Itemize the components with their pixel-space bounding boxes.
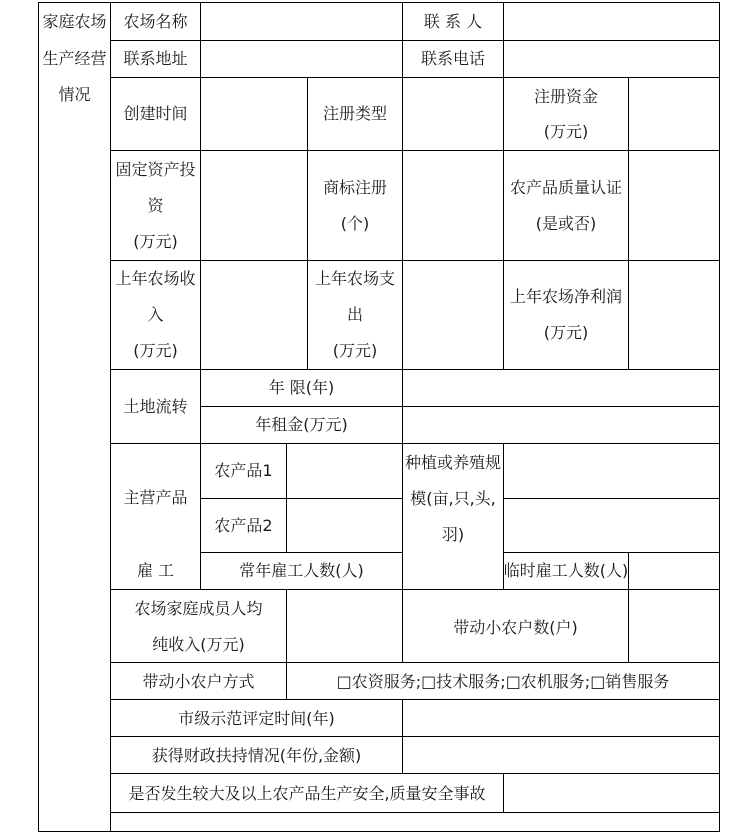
- founded-field[interactable]: [200, 77, 308, 151]
- income-label-line-1: 上年农场收: [115, 269, 196, 288]
- land-transfer-label: 土地流转: [123, 397, 188, 416]
- address-field[interactable]: [200, 40, 403, 78]
- section-column: [38, 2, 111, 832]
- profit-label-line-2: (万元): [543, 323, 589, 342]
- trademark-label-line-2: (个): [340, 214, 370, 233]
- term-field[interactable]: [402, 369, 720, 407]
- farm-name-field[interactable]: [200, 2, 403, 41]
- address-label: 联系地址: [123, 49, 188, 68]
- product1-label: 农产品1: [214, 461, 273, 480]
- main-products-label: 主营产品: [123, 488, 188, 507]
- trademark-field[interactable]: [402, 150, 504, 261]
- fixed-asset-label-line-3: (万元): [133, 232, 178, 251]
- drive-method-label: 带动小农户方式: [142, 672, 255, 691]
- reg-type-field[interactable]: [402, 77, 504, 151]
- quality-cert-label-cell: [503, 150, 629, 261]
- longterm-workers-label: 常年雇工人数(人): [239, 561, 364, 580]
- temp-workers-label: 临时雇工人数(人): [503, 561, 629, 580]
- reg-capital-label-line-2: (万元): [543, 122, 589, 141]
- term-label: 年 限(年): [268, 378, 335, 397]
- reg-capital-field[interactable]: [628, 77, 720, 151]
- section-label-line-1: 家庭农场: [42, 12, 107, 31]
- founded-label: 创建时间: [123, 104, 188, 123]
- drive-options[interactable]: □农资服务;□技术服务;□农机服务;□销售服务: [336, 672, 670, 691]
- contact-person-field[interactable]: [503, 2, 720, 41]
- demo-eval-field[interactable]: [402, 699, 720, 737]
- reg-capital-label-line-1: 注册资金: [533, 87, 598, 106]
- employees-label: 雇 工: [136, 561, 175, 580]
- trademark-label-cell: [307, 150, 403, 261]
- farm-name-label: 农场名称: [123, 12, 188, 31]
- quality-cert-field[interactable]: [628, 150, 720, 261]
- fixed-asset-label-line-2: 资: [147, 196, 164, 215]
- demo-eval-label: 市级示范评定时间(年): [178, 709, 335, 728]
- product1-field[interactable]: [286, 443, 403, 499]
- scale-field-2[interactable]: [503, 498, 720, 553]
- phone-label: 联系电话: [420, 49, 485, 68]
- section-label-line-2: 生产经营: [42, 49, 107, 68]
- product2-label: 农产品2: [214, 516, 273, 535]
- expense-field[interactable]: [402, 260, 504, 370]
- fiscal-support-label: 获得财政扶持情况(年份,金额): [151, 746, 362, 765]
- scale-label-line-3: 羽): [441, 525, 465, 544]
- driven-households-label: 带动小农户数(户): [453, 618, 578, 637]
- scale-field-1[interactable]: [503, 443, 720, 499]
- trademark-label-line-1: 商标注册: [322, 178, 387, 197]
- fiscal-support-field[interactable]: [402, 736, 720, 774]
- expense-label-line-1: 上年农场支: [314, 269, 395, 288]
- income-field[interactable]: [200, 260, 308, 370]
- per-capita-income-label-line-1: 农场家庭成员人均: [134, 599, 263, 618]
- scale-label-line-1: 种植或养殖规: [404, 453, 501, 472]
- per-capita-income-field[interactable]: [286, 589, 403, 663]
- accident-field[interactable]: [503, 773, 720, 813]
- quality-cert-label-line-2: (是或否): [535, 214, 597, 233]
- expense-label-line-2: 出: [346, 305, 363, 324]
- scale-label-line-2: 模(亩,只,头,: [410, 489, 496, 508]
- reg-type-label: 注册类型: [322, 104, 387, 123]
- temp-workers-field[interactable]: [628, 552, 720, 590]
- per-capita-income-label-line-2: 纯收入(万元): [152, 635, 245, 654]
- fixed-asset-field[interactable]: [200, 150, 308, 261]
- next-row-partial: [110, 812, 720, 832]
- quality-cert-label-line-1: 农产品质量认证: [509, 178, 622, 197]
- profit-field[interactable]: [628, 260, 720, 370]
- income-label-line-2: 入: [147, 305, 164, 324]
- expense-label-line-3: (万元): [332, 341, 378, 360]
- rent-label: 年租金(万元): [255, 415, 348, 434]
- contact-person-label: 联 系 人: [423, 12, 483, 31]
- product2-field[interactable]: [286, 498, 403, 553]
- phone-field[interactable]: [503, 40, 720, 78]
- accident-label: 是否发生较大及以上农产品生产安全,质量安全事故: [128, 784, 486, 803]
- fixed-asset-label-line-1: 固定资产投: [115, 160, 196, 179]
- profit-label-cell: [503, 260, 629, 370]
- driven-households-field[interactable]: [628, 589, 720, 663]
- rent-field[interactable]: [402, 406, 720, 444]
- profit-label-line-1: 上年农场净利润: [509, 287, 622, 306]
- income-label-line-3: (万元): [133, 341, 178, 360]
- section-label-line-3: 情况: [58, 85, 91, 104]
